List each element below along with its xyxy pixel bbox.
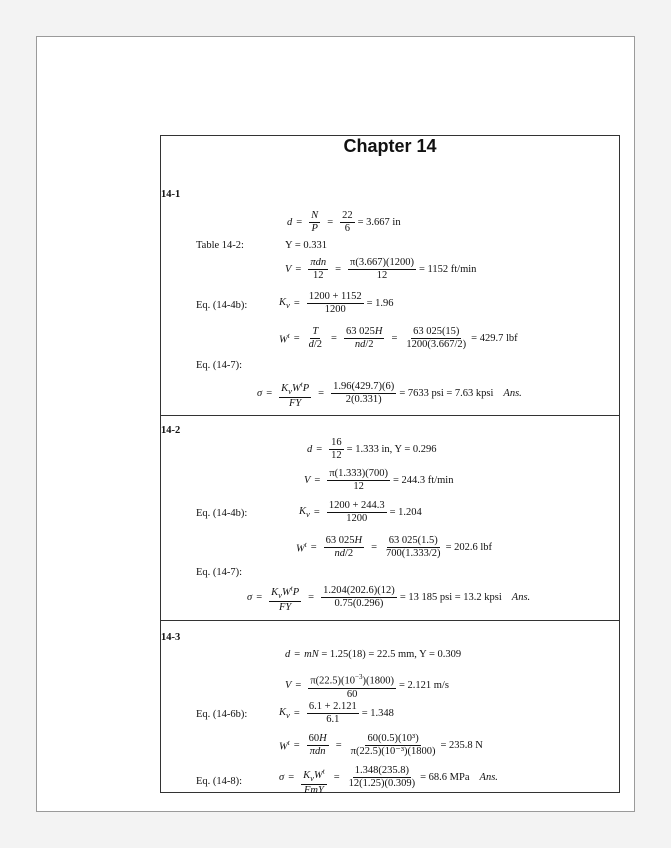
chapter-title: Chapter 14	[343, 136, 437, 156]
table-label: Table 14-2:	[196, 240, 244, 251]
equation-sigma: σ = $\frac{K_vW^tP}{FY}$ = $\frac{1.96(429.7)(6)}{2(0.331)}$ = 7633 psi = 7.63 kpsi Ans.	[257, 380, 522, 409]
solutions-content	[160, 135, 620, 793]
eq-label: Eq. (14-7):	[196, 360, 243, 371]
equation-d: d = $\frac{16}{12}$ = 1.333 in, Y = 0.296	[307, 437, 437, 461]
equation-V: V = $\frac{\text{πdn}}{12}$ = $\frac{\pi(3.667)(1200)}{12}$ = 1152 ft/min	[285, 257, 477, 281]
eq-label: Eq. (14-8):	[196, 776, 243, 787]
document-page	[36, 36, 635, 812]
equation-d: d = $\frac{N}{P}$ = $\frac{22}{6}$ = 3.667 in	[287, 210, 401, 234]
section-divider	[161, 415, 619, 416]
eq-label: Eq. (14-6b):	[196, 709, 248, 720]
equation-Kv: $K_v$ = $\frac{1200 + 244.3}{1200}$ = 1.204	[299, 500, 422, 524]
eq-label: Eq. (14-7):	[196, 567, 243, 578]
eq-label: Eq. (14-4b):	[196, 300, 248, 311]
equation-V: V = $\frac{\pi(22.5)(10^{-3})(1800)}{60}$ = 2.121 m/s	[285, 673, 449, 700]
equation-Y: Y = 0.331	[285, 240, 327, 251]
eq-label: Eq. (14-4b):	[196, 508, 248, 519]
equation-Kv: $K_v$ = $\frac{6.1 + 2.121}{6.1}$ = 1.348	[279, 701, 394, 725]
problem-number: 14-3	[161, 632, 181, 643]
equation-Kv: $K_v$ = $\frac{1200 + 1152}{1200}$ = 1.96	[279, 291, 394, 315]
equation-V: V = $\frac{\pi(1.333)(700)}{12}$ = 244.3 ft/min	[304, 468, 454, 492]
equation-Wt: $W^t$ = $\frac{63 025H}{nd/2}$ = $\frac{63 025(1.5)}{700(1.333/2)}$ = 202.6 lbf	[296, 535, 493, 559]
section-divider	[161, 620, 619, 621]
equation-Wt: $W^t$ = $\frac{T}{d/2}$ = $\frac{63 025H}{nd/2}$ = $\frac{63 025(15)}{1200(3.667/2)}$ = 429.7 lbf	[279, 326, 518, 350]
equation-sigma: σ = $\frac{K_vW^tP}{FY}$ = $\frac{1.204(202.6)(12)}{0.75(0.296)}$ = 13 185 psi = 13.2 kpsi Ans.	[247, 584, 531, 613]
problem-number: 14-2	[161, 425, 181, 436]
equation-Wt: $W^t$ = $\frac{60H}{\text{πdn}}$ = $\frac{\text{60(0.5)(10³)}}{\text{π(22.5)(10⁻³)(1800)}}$ = 235.8 N	[279, 733, 483, 757]
equation-d: d = mN = 1.25(18) = 22.5 mm, Y = 0.309	[285, 649, 462, 660]
equation-sigma: σ = $\frac{K_vW^t}{\text{FmY}}$ = $\frac{1.348(235.8)}{12(1.25)(0.309)}$ = 68.6 MPa Ans.	[279, 765, 498, 793]
problem-number: 14-1	[161, 189, 181, 200]
